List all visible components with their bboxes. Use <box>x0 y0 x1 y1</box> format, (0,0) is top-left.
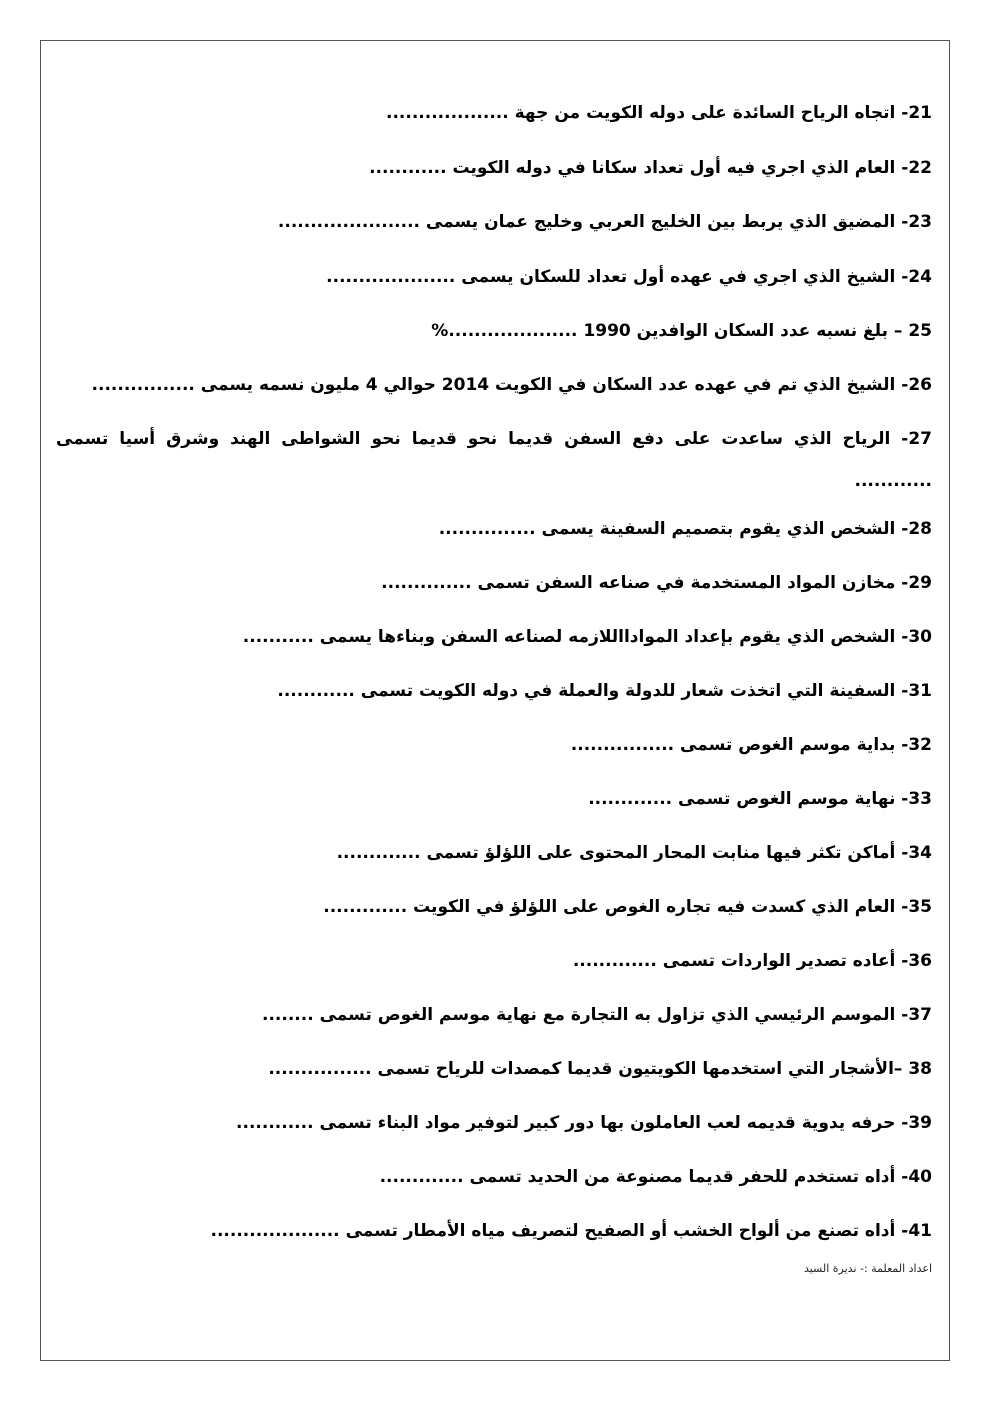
question-28: 28- الشخص الذي يقوم بتصميم السفينة يسمى ............... <box>438 519 932 539</box>
question-34: 34- أماكن تكثر فيها منابت المحار المحتوى على اللؤلؤ تسمى ............. <box>336 843 932 863</box>
question-22: 22- العام الذي اجري فيه أول تعداد سكانا في دوله الكويت ............ <box>369 158 932 178</box>
question-21: 21- اتجاه الرياح السائدة على دوله الكويت من جهة ................... <box>386 103 932 123</box>
question-39: 39- حرفه يدوية قديمه لعب العاملون بها دور كبير لتوفير مواد البناء تسمى ............ <box>236 1113 932 1133</box>
question-25: 25 – بلغ نسبه عدد السكان الوافدين 1990 ....................% <box>431 321 932 341</box>
question-27: 27- الرياح الذي ساعدت على دفع السفن قديما نحو قديما نحو الشواطى الهند وشرق أسيا تسمى ............ <box>56 429 932 491</box>
question-35: 35- العام الذي كسدت فيه تجاره الغوص على اللؤلؤ في الكويت ............. <box>323 897 932 917</box>
question-37: 37- الموسم الرئيسي الذي تزاول به التجارة مع نهاية موسم الغوص تسمى ........ <box>261 1005 932 1025</box>
question-41: 41- أداه تصنع من ألواح الخشب أو الصفيح لتصريف مياه الأمطار تسمى .................... <box>210 1221 932 1241</box>
teacher-credit: اعداد المعلمة :- نديرة السيد <box>803 1262 932 1275</box>
question-31: 31- السفينة التي اتخذت شعار للدولة والعملة في دوله الكويت تسمى ............ <box>277 681 932 701</box>
question-33: 33- نهاية موسم الغوص تسمى ............. <box>588 789 932 809</box>
question-24: 24- الشيخ الذي اجري في عهده أول تعداد للسكان يسمى .................... <box>326 267 932 287</box>
question-30: 30- الشخص الذي يقوم بإعداد الموادااللازمه لصناعه السفن وبناءها يسمى ........... <box>242 627 932 647</box>
question-38: 38 –الأشجار التي استخدمها الكويتيون قديما كمصدات للرياح تسمى ................ <box>268 1059 932 1079</box>
question-40: 40- أداه تستخدم للحفر قديما مصنوعة من الحديد تسمى ............. <box>379 1167 932 1187</box>
question-29: 29- مخازن المواد المستخدمة في صناعه السفن تسمى .............. <box>381 573 932 593</box>
question-36: 36- أعاده تصدير الواردات تسمى ............. <box>572 951 932 971</box>
question-32: 32- بداية موسم الغوص تسمى ................ <box>570 735 932 755</box>
question-23: 23- المضيق الذي يربط بين الخليج العربي وخليج عمان يسمى ...................... <box>277 212 932 232</box>
question-26: 26- الشيخ الذي تم في عهده عدد السكان في الكويت 2014 حوالي 4 مليون نسمه يسمى ................ <box>91 375 932 395</box>
